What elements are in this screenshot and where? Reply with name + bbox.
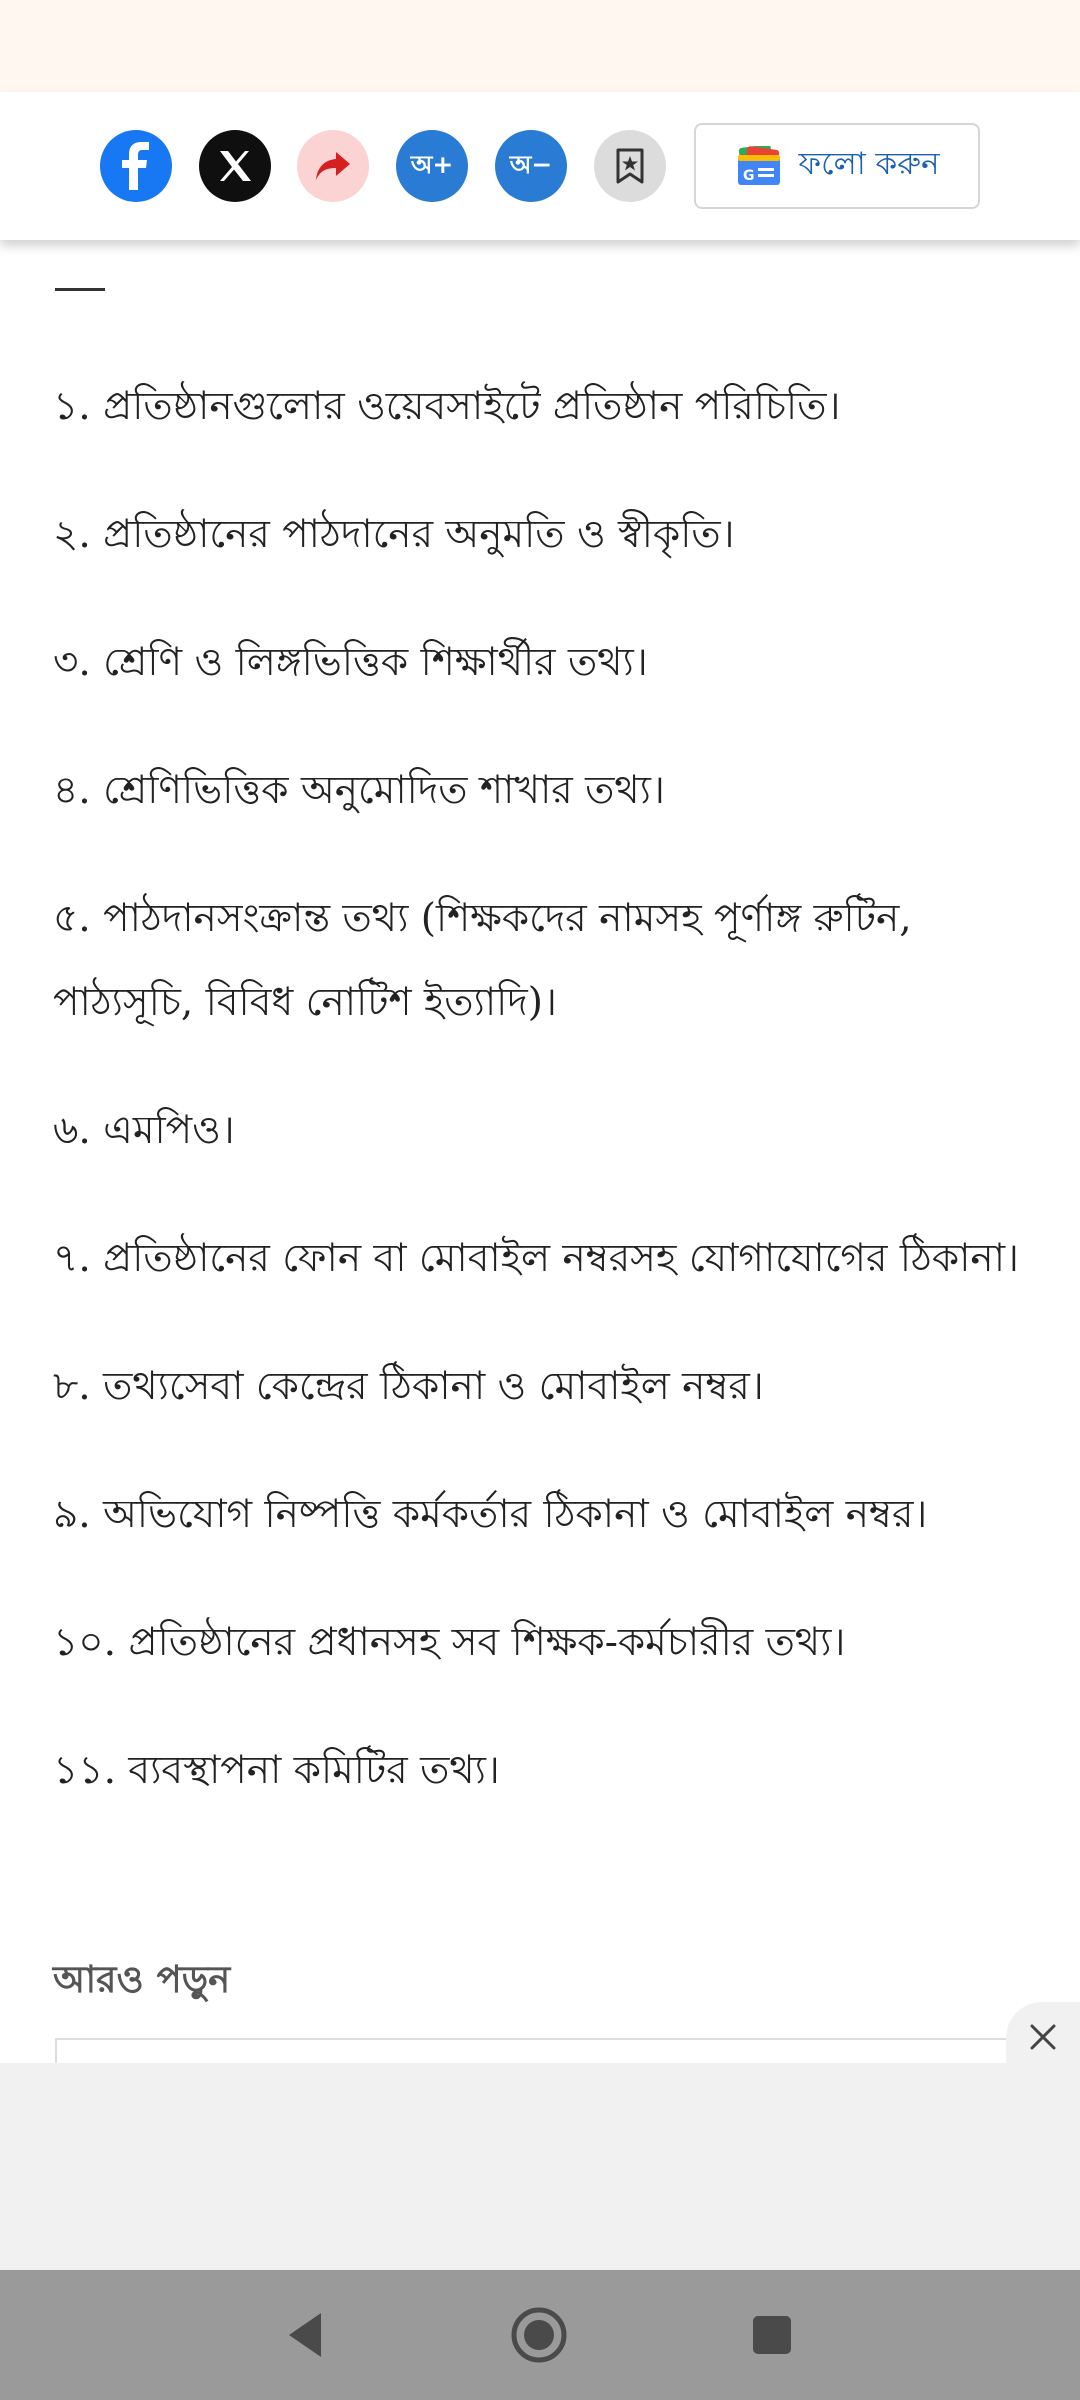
x-icon (217, 148, 253, 184)
list-item: ২. প্রতিষ্ঠানের পাঠদানের অনুমতি ও স্বীকৃতি। (53, 512, 735, 557)
list-item: ৩. শ্রেণি ও লিঙ্গভিত্তিক শিক্ষার্থীর তথ্য। (53, 640, 648, 685)
back-triangle-icon (285, 2311, 325, 2359)
recent-square-icon (750, 2313, 794, 2357)
google-news-icon (734, 146, 784, 186)
list-item: ৮. তথ্যসেবা কেন্দ্রের ঠিকানা ও মোবাইল নম্বর। (53, 1364, 764, 1409)
close-icon (1028, 2022, 1058, 2052)
home-circle-icon (509, 2305, 569, 2365)
ad-close-button[interactable] (1006, 2002, 1080, 2072)
top-strip (0, 0, 1080, 92)
article-body (53, 365, 1033, 1857)
share-toolbar (0, 92, 1080, 240)
list-item: ১১. ব্যবস্থাপনা কমিটির তথ্য। (53, 1748, 500, 1793)
nav-recent-button[interactable] (712, 2270, 832, 2400)
facebook-share-button[interactable] (100, 130, 172, 202)
separator-dash (55, 288, 105, 291)
follow-label: ফলো করুন (798, 146, 940, 182)
list-item: ১. প্রতিষ্ঠানগুলোর ওয়েবসাইটে প্রতিষ্ঠান পরিচিতি। (53, 384, 841, 429)
share-button[interactable] (297, 130, 369, 202)
x-share-button[interactable] (199, 130, 271, 202)
bookmark-button[interactable] (594, 130, 666, 202)
list-item: ৪. শ্রেণিভিত্তিক অনুমোদিত শাখার তথ্য। (53, 768, 665, 813)
font-decrease-button[interactable]: অ− (495, 130, 567, 202)
list-item: ৫. পাঠদানসংক্রান্ত তথ্য (শিক্ষকদের নামসহ পূর্ণাঙ্গ রুটিন, পাঠ্যসূচি, বিবিধ নোটিশ ইত্যাদি)। (53, 896, 912, 1025)
list-item: ৯. অভিযোগ নিষ্পত্তি কর্মকর্তার ঠিকানা ও মোবাইল নম্বর। (53, 1492, 928, 1537)
follow-google-news-button[interactable] (694, 123, 980, 209)
bookmark-star-icon (615, 148, 645, 184)
ad-banner[interactable] (0, 2063, 1080, 2270)
nav-back-button[interactable] (245, 2270, 365, 2400)
share-arrow-icon (314, 150, 352, 182)
read-more-heading: আরও পড়ুন (53, 1958, 231, 2001)
font-increase-button[interactable]: অ+ (396, 130, 468, 202)
nav-home-button[interactable] (479, 2270, 599, 2400)
list-item: ১০. প্রতিষ্ঠানের প্রধানসহ সব শিক্ষক-কর্মচারীর তথ্য। (53, 1620, 846, 1665)
system-nav-bar (0, 2270, 1080, 2400)
list-item: ৬. এমপিও। (53, 1108, 235, 1153)
svg-text:G: G (743, 168, 755, 184)
list-item: ৭. প্রতিষ্ঠানের ফোন বা মোবাইল নম্বরসহ যোগাযোগের ঠিকানা। (53, 1236, 1019, 1281)
facebook-icon (116, 142, 156, 190)
